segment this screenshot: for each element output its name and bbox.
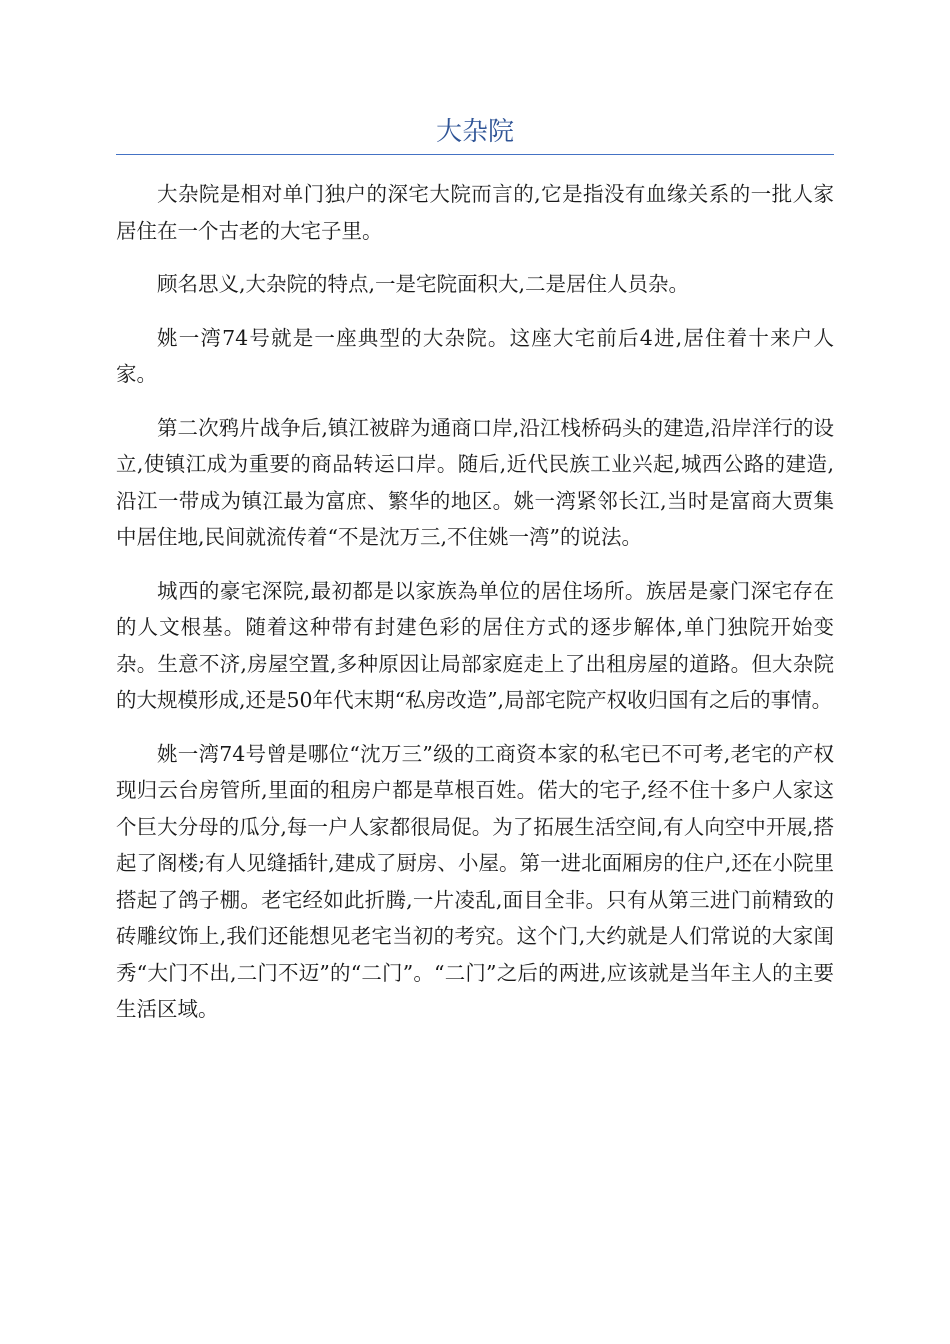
page-title: 大杂院	[435, 117, 514, 147]
paragraph-3: 姚一湾74号就是一座典型的大杂院。这座大宅前后4进,居住着十来户人家。	[116, 325, 834, 386]
paragraph-5: 城西的豪宅深院,最初都是以家族為单位的居住场所。族居是豪门深宅存在的人文根基。随着这种带有封建色彩的居住方式的逐步解体,单门独院开始变杂。生意不济,房屋空置,多种原因让局部家庭走上了出租房屋的道路。但大杂院的大规模形成,还是50年代末期“私房改造”,局部宅院产权收归国有之后的事情。	[116, 578, 834, 712]
document-body	[116, 176, 834, 1045]
title-underline	[116, 154, 834, 155]
paragraph-1: 大杂院是相对单门独户的深宅大院而言的,它是指没有血缘关系的一批人家居住在一个古老的大宅子里。	[116, 182, 834, 243]
paragraph-4: 第二次鸦片战争后,镇江被辟为通商口岸,沿江栈桥码头的建造,沿岸洋行的设立,使镇江成为重要的商品转运口岸。随后,近代民族工业兴起,城西公路的建造,沿江一带成为镇江最为富庶、繁华的地区。姚一湾紧邻长江,当时是富商大贾集中居住地,民间就流传着“不是沈万三,不住姚一湾”的说法。	[116, 415, 834, 549]
paragraph-6: 姚一湾74号曾是哪位“沈万三”级的工商资本家的私宅已不可考,老宅的产权现归云台房管所,里面的租房户都是草根百姓。偌大的宅子,经不住十多户人家这个巨大分母的瓜分,每一户人家都很局促。为了拓展生活空间,有人向空中开展,搭起了阁楼;有人见缝插针,建成了厨房、小屋。第一进北面厢房的住户,还在小院里搭起了鸽子棚。老宅经如此折腾,一片凌乱,面目全非。只有从第三进门前精致的砖雕纹饰上,我们还能想见老宅当初的考究。这个门,大约就是人们常说的大家闺秀“大门不出,二门不迈”的“二门”。“二门”之后的两进,应该就是当年主人的主要生活区域。	[116, 741, 834, 1021]
paragraph-2: 顾名思义,大杂院的特点,一是宅院面积大,二是居住人员杂。	[157, 272, 690, 296]
